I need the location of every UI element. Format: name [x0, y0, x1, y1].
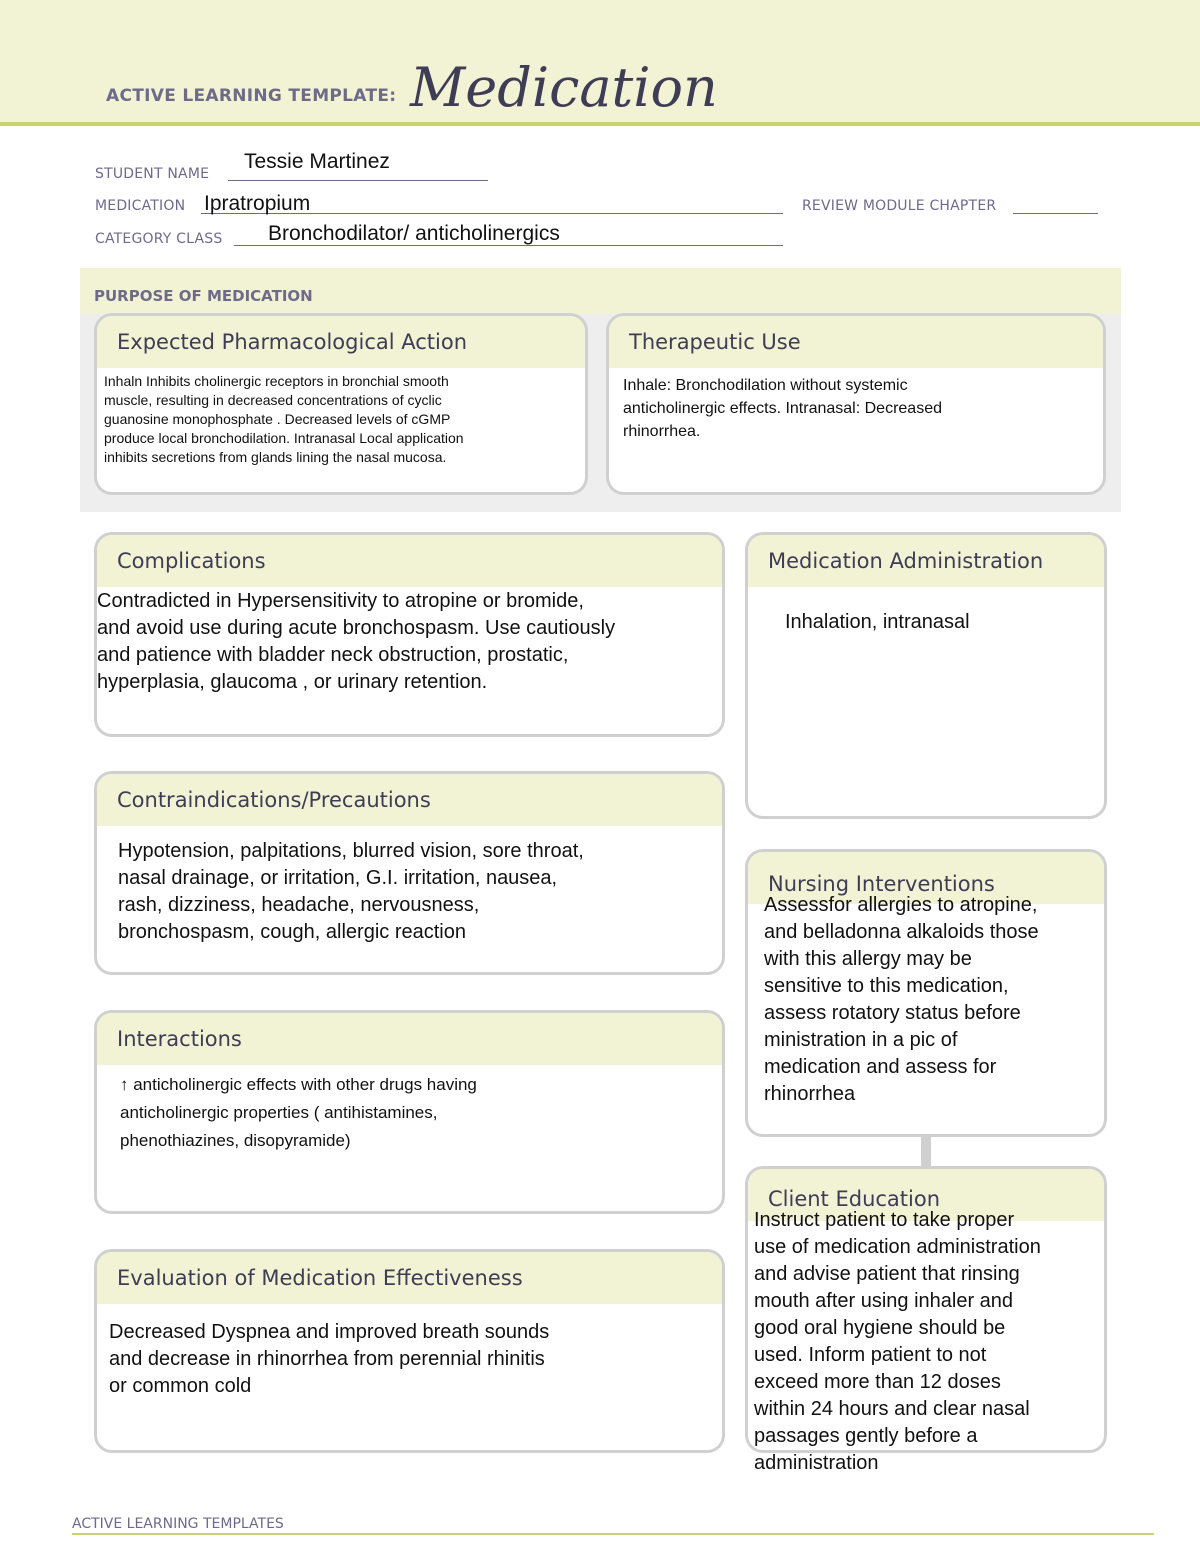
footer-line [72, 1533, 1154, 1535]
therapeutic-use-text[interactable]: Inhale: Bronchodilation without systemic anticholinergic effects. Intranasal: Decreased rhinorrhea. [623, 377, 942, 440]
interactions-header [97, 1013, 722, 1065]
therapeutic-use-title: Therapeutic Use [629, 330, 801, 354]
evaluation-title: Evaluation of Medication Effectiveness [117, 1266, 523, 1290]
nursing-text[interactable]: Assessfor allergies to atropine, and belladonna alkaloids those with this allergy may be sensitive to this medication, assess rotatory status before ministration in a pic of medication and assess for rhinorrhea [764, 894, 1039, 1105]
interactions-box [94, 1010, 725, 1214]
administration-title: Medication Administration [768, 549, 1044, 573]
complications-title: Complications [117, 549, 266, 573]
expected-action-box [94, 313, 588, 495]
review-module-line [1013, 213, 1098, 214]
nursing-title: Nursing Interventions [768, 872, 995, 896]
expected-action-header [97, 316, 585, 368]
interactions-text[interactable]: ↑ anticholinergic effects with other drugs having anticholinergic properties ( antihistamines, phenothiazines, disopyramide) [120, 1075, 477, 1150]
category-label: CATEGORY CLASS [95, 231, 223, 247]
evaluation-box [94, 1249, 725, 1453]
contraindications-title: Contraindications/Precautions [117, 788, 431, 812]
header-divider [0, 122, 1200, 126]
purpose-label: PURPOSE OF MEDICATION [94, 287, 313, 305]
contraindications-box [94, 771, 725, 975]
medication-field[interactable]: Ipratropium [204, 192, 311, 215]
footer-label: ACTIVE LEARNING TEMPLATES [72, 1516, 284, 1532]
administration-box [745, 532, 1107, 819]
expected-action-text[interactable]: Inhaln Inhibits cholinergic receptors in bronchial smooth muscle, resulting in decreased concentrations of cyclic guanosine monophosphate . Decreased levels of cGMP produce local bronchodilation. Intranasal Local application inhibits secretions from glands lining the nasal mucosa. [104, 373, 464, 465]
complications-text[interactable]: Contradicted in Hypersensitivity to atropine or bromide, and avoid use during acute bronchospasm. Use cautiously and patience with bladder neck obstruction, prostatic, hyperplasia, glaucoma , or urinary retention. [97, 590, 616, 693]
evaluation-text[interactable]: Decreased Dyspnea and improved breath sounds and decrease in rhinorrhea from perennial rhinitis or common cold [109, 1321, 550, 1397]
education-text[interactable]: Instruct patient to take proper use of medication administration and advise patient that rinsing mouth after using inhaler and good oral hygiene should be used. Inform patient to not exceed more than 12 doses within 24 hours and clear nasal passages gently before a administration [754, 1209, 1041, 1474]
expected-action-title: Expected Pharmacological Action [117, 330, 468, 354]
administration-header [748, 535, 1104, 587]
box-connector [921, 1134, 931, 1166]
student-name-field[interactable]: Tessie Martinez [244, 150, 390, 173]
evaluation-header [97, 1252, 722, 1304]
contraindications-header [97, 774, 722, 826]
page-title: Medication [410, 56, 718, 119]
therapeutic-use-header [609, 316, 1103, 368]
student-name-line [228, 180, 488, 181]
contraindications-text[interactable]: Hypotension, palpitations, blurred vision, sore throat, nasal drainage, or irritation, G.I. irritation, nausea, rash, dizziness, headache, nervousness, bronchospasm, cough, allergic reaction [118, 840, 584, 943]
review-module-label: REVIEW MODULE CHAPTER [802, 198, 997, 214]
complications-header [97, 535, 722, 587]
interactions-title: Interactions [117, 1027, 242, 1051]
student-name-label: STUDENT NAME [95, 166, 210, 182]
administration-text[interactable]: Inhalation, intranasal [785, 611, 970, 633]
category-field[interactable]: Bronchodilator/ anticholinergics [268, 222, 560, 245]
therapeutic-use-box [606, 313, 1106, 495]
template-label: ACTIVE LEARNING TEMPLATE: [106, 86, 397, 106]
complications-box [94, 532, 725, 737]
medication-label: MEDICATION [95, 198, 186, 214]
education-title: Client Education [768, 1187, 941, 1211]
